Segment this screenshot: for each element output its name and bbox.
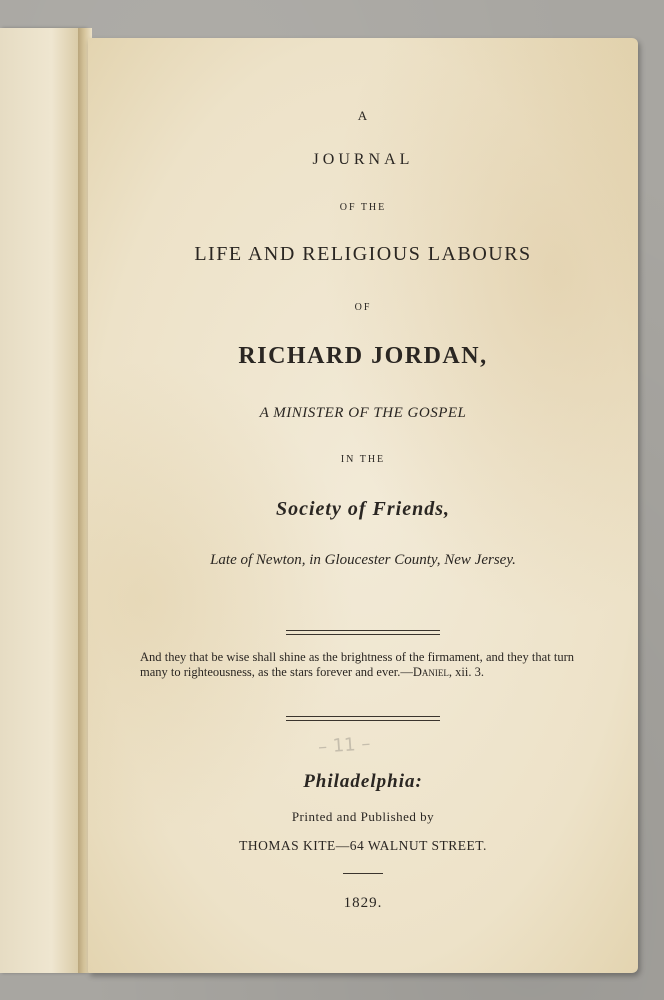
title-in-the: IN THE (340, 454, 386, 465)
imprint-statement: Printed and Published by (291, 809, 435, 824)
title-article: A (357, 108, 369, 123)
imprint-printer: THOMAS KITE—64 WALNUT STREET. (239, 838, 487, 853)
short-rule (343, 873, 383, 874)
imprint-year: 1829. (343, 895, 383, 911)
title-life-labours: LIFE AND RELIGIOUS LABOURS (194, 243, 532, 265)
title-journal: JOURNAL (312, 151, 414, 168)
epigraph-source: Daniel (412, 665, 449, 679)
author-role: A MINISTER OF THE GOSPEL (259, 405, 467, 421)
left-page-edge (0, 28, 86, 973)
author-residence: Late of Newton, in Gloucester County, New Jersey. (210, 552, 516, 568)
imprint-city: Philadelphia: (303, 771, 423, 792)
epigraph: And they that be wise shall shine as the brightness of the firmament, and they that turn many to righteousness, as the stars forever and ever.—Daniel, xii. 3. (140, 650, 574, 679)
double-rule-bottom (286, 716, 440, 721)
epigraph-text: And they that be wise shall shine as the brightness of the firmament, and they that turn many to righteousness, as the stars forever and ever.— (140, 650, 574, 679)
double-rule-top (286, 630, 440, 635)
title-of: OF (354, 302, 372, 313)
society-name: Society of Friends, (276, 498, 450, 520)
title-page (88, 38, 638, 973)
epigraph-reference: xii. 3. (455, 665, 484, 679)
pencil-note: – 11 – (317, 733, 372, 758)
title-of-the: OF THE (339, 202, 387, 213)
author-name: RICHARD JORDAN, (238, 343, 488, 369)
